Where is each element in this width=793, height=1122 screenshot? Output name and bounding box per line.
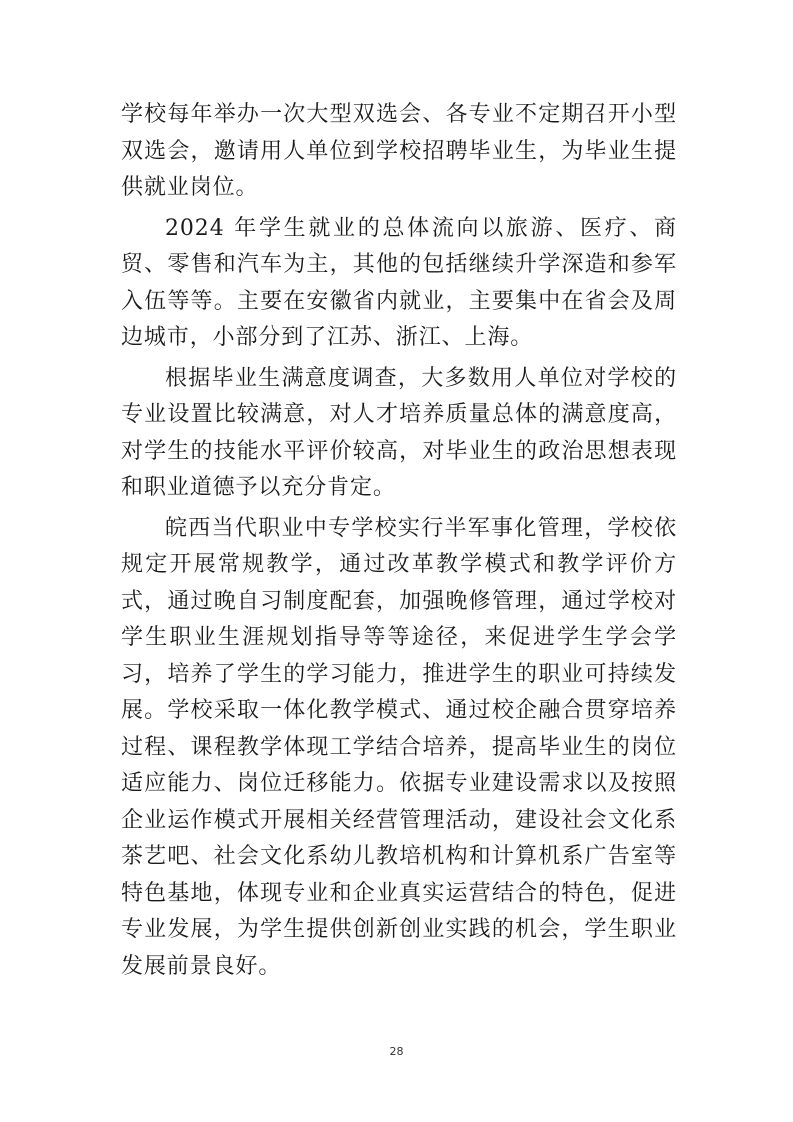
paragraph-school-management: 皖西当代职业中专学校实行半军事化管理，学校依规定开展常规教学，通过改革教学模式和教学评价方式，通过晚自习制度配套，加强晚修管理，通过学校对学生职业生涯规划指导等等途径，来促进学生学会学习，培养了学生的学习能力，推进学生的职业可持续发展。学校采取一体化教学模式、通过校企融合贯穿培养过程、课程教学体现工学结合培养，提高毕业生的岗位适应能力、岗位迁移能力。依据专业建设需求以及按照企业运作模式开展相关经营管理活动，建设社会文化系茶艺吧、社会文化系幼儿教培机构和计算机系广告室等特色基地，体现专业和企业真实运营结合的特色，促进专业发展，为学生提供创新创业实践的机会，学生职业发展前景良好。 bbox=[121, 515, 677, 979]
paragraph-employer-satisfaction: 根据毕业生满意度调查，大多数用人单位对学校的专业设置比较满意，对人才培养质量总体的满意度高，对学生的技能水平评价较高，对毕业生的政治思想表现和职业道德予以充分肯定。 bbox=[121, 365, 677, 500]
page-number: 28 bbox=[389, 1045, 404, 1058]
paragraph-recruitment-fair: 学校每年举办一次大型双选会、各专业不定期召开小型双选会，邀请用人单位到学校招聘毕业生，为毕业生提供就业岗位。 bbox=[121, 102, 677, 200]
paragraph-employment-destination: 2024 年学生就业的总体流向以旅游、医疗、商贸、零售和汽车为主，其他的包括继续升学深造和参军入伍等等。主要在安徽省内就业，主要集中在省会及周边城市，小部分到了江苏、浙江、上海。 bbox=[121, 215, 677, 350]
body-text bbox=[121, 97, 677, 989]
